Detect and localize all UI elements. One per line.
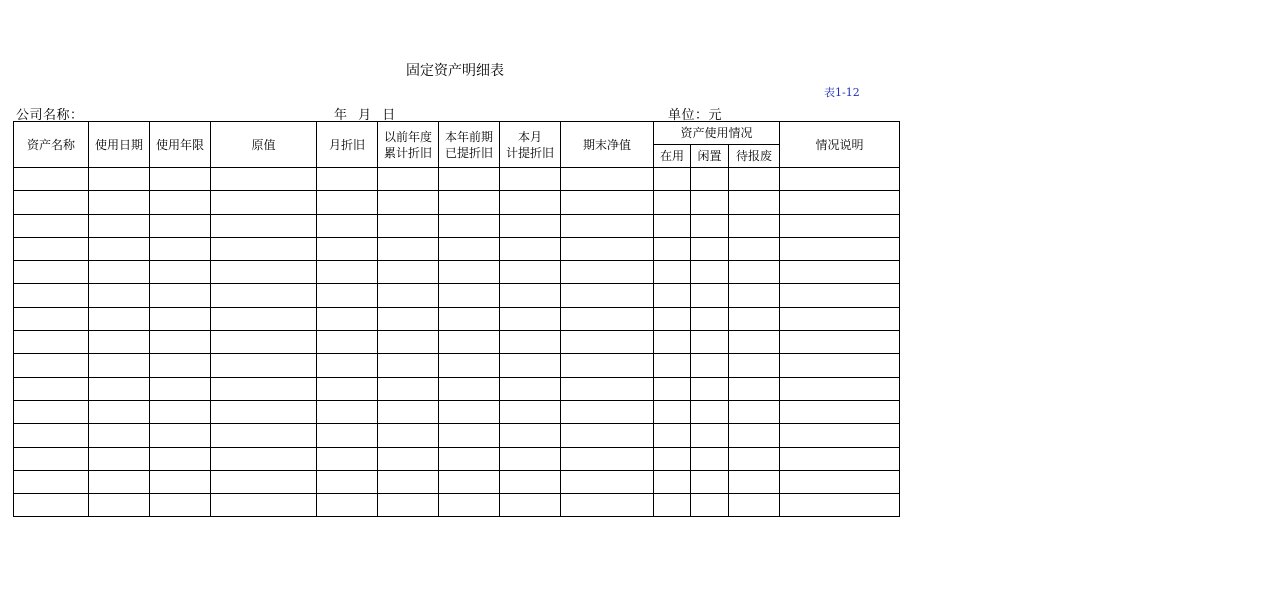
table-cell[interactable] xyxy=(561,470,654,493)
table-row xyxy=(14,400,900,423)
table-cell[interactable] xyxy=(150,237,211,260)
table-cell[interactable] xyxy=(500,261,561,284)
fixed-asset-table xyxy=(13,121,900,517)
table-cell[interactable] xyxy=(654,261,691,284)
table-row xyxy=(14,284,900,307)
table-row xyxy=(14,470,900,493)
table-cell[interactable] xyxy=(378,284,439,307)
table-cell[interactable] xyxy=(89,424,150,447)
table-cell[interactable] xyxy=(500,191,561,214)
table-cell[interactable] xyxy=(500,400,561,423)
table-cell[interactable] xyxy=(14,284,89,307)
table-row xyxy=(14,191,900,214)
table-cell[interactable] xyxy=(654,168,691,191)
table-cell[interactable] xyxy=(378,331,439,354)
table-cell[interactable] xyxy=(14,191,89,214)
table-row xyxy=(14,424,900,447)
table-cell[interactable] xyxy=(14,261,89,284)
table-cell[interactable] xyxy=(654,237,691,260)
table-cell[interactable] xyxy=(729,284,780,307)
table-cell[interactable] xyxy=(439,400,500,423)
table-cell[interactable] xyxy=(150,284,211,307)
table-cell[interactable] xyxy=(691,470,729,493)
table-cell[interactable] xyxy=(729,307,780,330)
table-cell[interactable] xyxy=(780,447,900,470)
table-cell[interactable] xyxy=(654,447,691,470)
table-row xyxy=(14,377,900,400)
table-cell[interactable] xyxy=(378,447,439,470)
header-this-month-depreciation xyxy=(500,122,561,168)
table-cell[interactable] xyxy=(317,261,378,284)
table-cell[interactable] xyxy=(211,168,317,191)
table-cell[interactable] xyxy=(654,307,691,330)
table-row xyxy=(14,331,900,354)
table-cell[interactable] xyxy=(378,377,439,400)
table-cell[interactable] xyxy=(89,168,150,191)
header-original-value: 原值 xyxy=(211,122,317,168)
table-cell[interactable] xyxy=(378,261,439,284)
table-cell[interactable] xyxy=(729,237,780,260)
table-cell[interactable] xyxy=(439,191,500,214)
table-cell[interactable] xyxy=(654,354,691,377)
table-cell[interactable] xyxy=(211,237,317,260)
table-cell[interactable] xyxy=(89,214,150,237)
table-cell[interactable] xyxy=(89,237,150,260)
table-cell[interactable] xyxy=(691,494,729,517)
table-cell[interactable] xyxy=(691,307,729,330)
table-row xyxy=(14,261,900,284)
table-cell[interactable] xyxy=(211,261,317,284)
table-cell[interactable] xyxy=(691,447,729,470)
table-cell[interactable] xyxy=(439,424,500,447)
table-cell[interactable] xyxy=(317,447,378,470)
table-cell[interactable] xyxy=(780,237,900,260)
table-cell[interactable] xyxy=(211,307,317,330)
table-cell[interactable] xyxy=(691,191,729,214)
table-cell[interactable] xyxy=(500,470,561,493)
table-cell[interactable] xyxy=(211,470,317,493)
table-cell[interactable] xyxy=(729,214,780,237)
table-row xyxy=(14,237,900,260)
table-cell[interactable] xyxy=(89,307,150,330)
table-cell[interactable] xyxy=(89,377,150,400)
table-cell[interactable] xyxy=(500,424,561,447)
table-cell[interactable] xyxy=(150,168,211,191)
unit-label: 单位：元 xyxy=(668,108,723,123)
header-use-years: 使用年限 xyxy=(150,122,211,168)
table-cell[interactable] xyxy=(317,354,378,377)
table-cell[interactable] xyxy=(654,377,691,400)
table-cell[interactable] xyxy=(654,494,691,517)
table-cell[interactable] xyxy=(378,191,439,214)
table-cell[interactable] xyxy=(14,424,89,447)
table-row xyxy=(14,494,900,517)
header-this-month-line1: 本月 xyxy=(517,129,542,144)
table-cell[interactable] xyxy=(150,470,211,493)
table-cell[interactable] xyxy=(561,354,654,377)
table-cell[interactable] xyxy=(439,447,500,470)
table-cell[interactable] xyxy=(691,354,729,377)
table-cell[interactable] xyxy=(378,470,439,493)
table-cell[interactable] xyxy=(14,307,89,330)
table-cell[interactable] xyxy=(439,214,500,237)
table-cell[interactable] xyxy=(14,447,89,470)
table-row xyxy=(14,168,900,191)
table-cell[interactable] xyxy=(561,400,654,423)
table-cell[interactable] xyxy=(14,494,89,517)
table-cell[interactable] xyxy=(317,377,378,400)
table-cell[interactable] xyxy=(150,494,211,517)
table-cell[interactable] xyxy=(780,168,900,191)
table-cell[interactable] xyxy=(89,191,150,214)
header-in-use: 在用 xyxy=(654,145,691,168)
table-cell[interactable] xyxy=(439,377,500,400)
table-cell[interactable] xyxy=(14,470,89,493)
table-cell[interactable] xyxy=(729,331,780,354)
table-cell[interactable] xyxy=(378,424,439,447)
table-cell[interactable] xyxy=(691,377,729,400)
table-cell[interactable] xyxy=(211,424,317,447)
table-cell[interactable] xyxy=(378,400,439,423)
table-cell[interactable] xyxy=(378,354,439,377)
table-cell[interactable] xyxy=(654,284,691,307)
table-cell[interactable] xyxy=(150,191,211,214)
table-cell[interactable] xyxy=(729,191,780,214)
table-cell[interactable] xyxy=(500,494,561,517)
header-this-year-prior-depreciation xyxy=(439,122,500,168)
table-cell[interactable] xyxy=(780,400,900,423)
table-cell[interactable] xyxy=(561,377,654,400)
table-cell[interactable] xyxy=(691,424,729,447)
table-cell[interactable] xyxy=(691,214,729,237)
table-cell[interactable] xyxy=(500,237,561,260)
table-cell[interactable] xyxy=(654,191,691,214)
table-cell[interactable] xyxy=(780,494,900,517)
table-cell[interactable] xyxy=(14,377,89,400)
table-cell[interactable] xyxy=(780,354,900,377)
table-cell[interactable] xyxy=(439,284,500,307)
table-cell[interactable] xyxy=(211,331,317,354)
table-cell[interactable] xyxy=(317,168,378,191)
table-cell[interactable] xyxy=(14,354,89,377)
table-cell[interactable] xyxy=(150,331,211,354)
table-cell[interactable] xyxy=(780,214,900,237)
table-cell[interactable] xyxy=(729,447,780,470)
table-cell[interactable] xyxy=(439,470,500,493)
table-cell[interactable] xyxy=(150,377,211,400)
table-cell[interactable] xyxy=(500,331,561,354)
table-cell[interactable] xyxy=(561,331,654,354)
table-cell[interactable] xyxy=(317,494,378,517)
header-this-month-line2: 计提折旧 xyxy=(505,145,554,160)
table-cell[interactable] xyxy=(439,494,500,517)
table-cell[interactable] xyxy=(780,284,900,307)
table-cell[interactable] xyxy=(439,354,500,377)
table-cell[interactable] xyxy=(14,400,89,423)
table-cell[interactable] xyxy=(654,424,691,447)
header-prior-years-depreciation xyxy=(378,122,439,168)
header-prior-years-line1: 以前年度 xyxy=(383,129,432,144)
table-cell[interactable] xyxy=(211,284,317,307)
table-cell[interactable] xyxy=(500,354,561,377)
table-cell[interactable] xyxy=(150,447,211,470)
table-cell[interactable] xyxy=(439,331,500,354)
table-body xyxy=(14,168,900,517)
table-cell[interactable] xyxy=(729,424,780,447)
table-cell[interactable] xyxy=(561,447,654,470)
table-cell[interactable] xyxy=(561,191,654,214)
table-cell[interactable] xyxy=(500,214,561,237)
table-cell[interactable] xyxy=(729,261,780,284)
table-cell[interactable] xyxy=(317,214,378,237)
table-cell[interactable] xyxy=(729,168,780,191)
table-cell[interactable] xyxy=(561,494,654,517)
table-cell[interactable] xyxy=(561,284,654,307)
table-cell[interactable] xyxy=(780,261,900,284)
table-cell[interactable] xyxy=(211,214,317,237)
table-cell[interactable] xyxy=(729,400,780,423)
table-cell[interactable] xyxy=(150,354,211,377)
table-cell[interactable] xyxy=(729,494,780,517)
header-notes: 情况说明 xyxy=(780,122,900,168)
header-prior-years-line2: 累计折旧 xyxy=(383,145,432,160)
table-cell[interactable] xyxy=(691,331,729,354)
table-cell[interactable] xyxy=(211,354,317,377)
header-pending-scrap: 待报废 xyxy=(729,145,780,168)
table-cell[interactable] xyxy=(150,400,211,423)
header-net-value: 期末净值 xyxy=(561,122,654,168)
table-cell[interactable] xyxy=(729,470,780,493)
table-cell[interactable] xyxy=(211,377,317,400)
table-cell[interactable] xyxy=(378,237,439,260)
table-cell[interactable] xyxy=(378,214,439,237)
table-cell[interactable] xyxy=(561,168,654,191)
table-cell[interactable] xyxy=(14,214,89,237)
header-idle: 闲置 xyxy=(691,145,729,168)
header-use-date: 使用日期 xyxy=(89,122,150,168)
table-cell[interactable] xyxy=(317,191,378,214)
header-asset-name: 资产名称 xyxy=(14,122,89,168)
table-cell[interactable] xyxy=(561,237,654,260)
table-cell[interactable] xyxy=(211,494,317,517)
table-cell[interactable] xyxy=(211,447,317,470)
table-row xyxy=(14,447,900,470)
header-usage-status: 资产使用情况 xyxy=(654,122,780,145)
table-cell[interactable] xyxy=(317,307,378,330)
table-cell[interactable] xyxy=(150,307,211,330)
table-cell[interactable] xyxy=(317,424,378,447)
table-cell[interactable] xyxy=(780,307,900,330)
table-cell[interactable] xyxy=(14,237,89,260)
table-cell[interactable] xyxy=(150,214,211,237)
table-cell[interactable] xyxy=(654,214,691,237)
company-name-label: 公司名称： xyxy=(16,108,84,123)
table-cell[interactable] xyxy=(654,400,691,423)
table-cell[interactable] xyxy=(691,400,729,423)
table-cell[interactable] xyxy=(500,168,561,191)
table-cell[interactable] xyxy=(561,424,654,447)
table-cell[interactable] xyxy=(780,470,900,493)
table-cell[interactable] xyxy=(561,307,654,330)
table-cell[interactable] xyxy=(378,494,439,517)
table-row xyxy=(14,354,900,377)
table-cell[interactable] xyxy=(500,284,561,307)
table-cell[interactable] xyxy=(500,447,561,470)
table-cell[interactable] xyxy=(654,470,691,493)
table-cell[interactable] xyxy=(691,261,729,284)
table-cell[interactable] xyxy=(317,331,378,354)
header-monthly-depreciation: 月折旧 xyxy=(317,122,378,168)
table-cell[interactable] xyxy=(89,284,150,307)
table-cell[interactable] xyxy=(14,331,89,354)
header-this-year-line2: 已提折旧 xyxy=(444,145,493,160)
table-cell[interactable] xyxy=(780,191,900,214)
table-cell[interactable] xyxy=(780,331,900,354)
table-cell[interactable] xyxy=(211,400,317,423)
table-cell[interactable] xyxy=(317,237,378,260)
table-cell[interactable] xyxy=(89,494,150,517)
table-cell[interactable] xyxy=(691,237,729,260)
table-cell[interactable] xyxy=(439,168,500,191)
header-this-year-line1: 本年前期 xyxy=(444,129,493,144)
date-label: 年 月 日 xyxy=(334,108,396,123)
table-cell[interactable] xyxy=(89,447,150,470)
table-cell[interactable] xyxy=(150,424,211,447)
table-cell[interactable] xyxy=(211,191,317,214)
table-cell[interactable] xyxy=(317,400,378,423)
table-cell[interactable] xyxy=(729,354,780,377)
table-cell[interactable] xyxy=(780,377,900,400)
table-cell[interactable] xyxy=(691,284,729,307)
table-cell[interactable] xyxy=(378,307,439,330)
table-cell[interactable] xyxy=(89,331,150,354)
table-cell[interactable] xyxy=(439,237,500,260)
table-row xyxy=(14,214,900,237)
table-cell[interactable] xyxy=(378,168,439,191)
table-cell[interactable] xyxy=(317,284,378,307)
table-row xyxy=(14,307,900,330)
table-cell[interactable] xyxy=(780,424,900,447)
table-cell[interactable] xyxy=(89,261,150,284)
table-cell[interactable] xyxy=(561,214,654,237)
table-cell[interactable] xyxy=(317,470,378,493)
table-cell[interactable] xyxy=(500,307,561,330)
table-cell[interactable] xyxy=(561,261,654,284)
table-cell[interactable] xyxy=(14,168,89,191)
table-cell[interactable] xyxy=(89,400,150,423)
page-title: 固定资产明细表 xyxy=(406,63,504,79)
table-cell[interactable] xyxy=(89,470,150,493)
table-cell[interactable] xyxy=(691,168,729,191)
table-cell[interactable] xyxy=(654,331,691,354)
table-cell[interactable] xyxy=(439,307,500,330)
table-cell[interactable] xyxy=(500,377,561,400)
table-cell[interactable] xyxy=(150,261,211,284)
table-cell[interactable] xyxy=(439,261,500,284)
table-cell[interactable] xyxy=(729,377,780,400)
table-number: 表1-12 xyxy=(824,86,860,99)
table-cell[interactable] xyxy=(89,354,150,377)
